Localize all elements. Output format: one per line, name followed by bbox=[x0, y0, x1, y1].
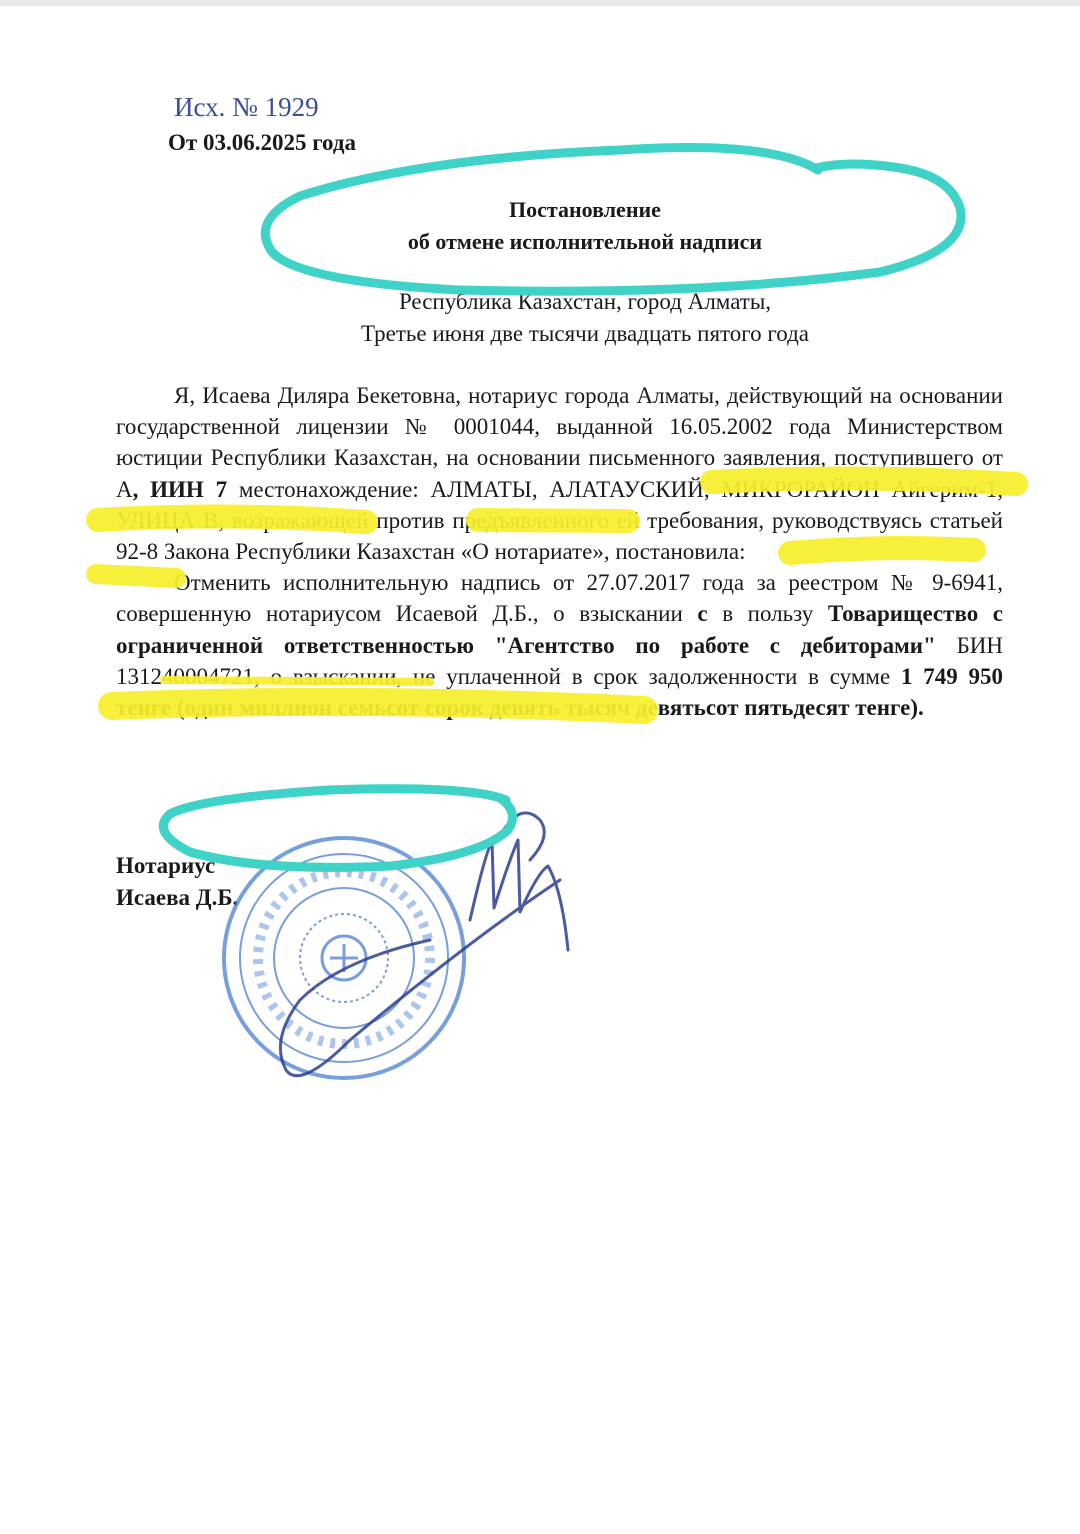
p1-rest: , возражающей против предъявленного ей требования, руководствуясь статьей 92-8 Закона Республики Казахстан «О нотариате», постановила: bbox=[116, 507, 1003, 565]
p1-iin-label: , ИИН 7 bbox=[132, 476, 228, 502]
p1-redacted-name: А bbox=[116, 476, 133, 502]
p2-benefit: в пользу bbox=[707, 601, 828, 627]
signature-name: Исаева Д.Б. bbox=[116, 885, 239, 910]
p2-from: с bbox=[697, 601, 708, 627]
p2-amount: 1 749 950 тенге (один миллион семьсот сорок девять тысяч девятьсот пятьдесят тенге). bbox=[116, 663, 1004, 721]
title-line-2: об отмене исполнительной надписи bbox=[407, 229, 763, 254]
place-and-date bbox=[260, 286, 910, 350]
signature-block bbox=[116, 850, 238, 914]
signature-loop bbox=[280, 880, 560, 1076]
stamp-text-band bbox=[258, 872, 430, 1044]
document-title bbox=[300, 194, 870, 258]
paragraph-1 bbox=[116, 380, 1003, 567]
document-body bbox=[116, 380, 1003, 723]
signature-role: Нотариус bbox=[116, 853, 216, 878]
place-location: Республика Казахстан, город Алматы, bbox=[398, 289, 772, 314]
signature-stroke bbox=[470, 840, 568, 950]
place-date-words: Третье июня две тысячи двадцать пятого года bbox=[360, 321, 810, 346]
page-top-edge bbox=[0, 0, 1080, 6]
p2-creditor: Товарищество с ограниченной ответственностью "Агентство по работе с дебиторами" bbox=[116, 601, 1004, 658]
stamp-inner-ring bbox=[274, 888, 414, 1028]
paragraph-2 bbox=[116, 567, 1003, 723]
stamp-emblem-cross bbox=[330, 944, 358, 972]
p1-intro: Я, Исаева Диляра Бекетовна, нотариус города Алматы, действующий на основании государственной лицензии № 0001044, выданной 16.05.2002 года Министерством юстиции Республики Казахстан, на основании письменного заявления, поступившего от bbox=[116, 383, 1003, 471]
title-line-1: Постановление bbox=[509, 197, 661, 222]
notary-signature bbox=[280, 813, 568, 1076]
notary-stamp bbox=[224, 838, 464, 1078]
p2-bin: БИН 131240004721, о взыскании, не уплаченной в срок задолженности в сумме bbox=[116, 632, 1003, 689]
p1-location: местонахождение: АЛМАТЫ, АЛАТАУСКИЙ, МИКРОРАЙОН Айгерим-1, УЛИЦА В bbox=[116, 476, 1003, 533]
stamp-outer-ring bbox=[224, 838, 464, 1078]
p2-intro: Отменить исполнительную надпись от 27.07.2017 года за реестром № 9-6941, совершенную нотариусом Исаевой Д.Б., о взыскании bbox=[116, 570, 1003, 627]
document-date: От 03.06.2025 года bbox=[168, 130, 357, 155]
signature-flourish bbox=[500, 813, 544, 860]
stamp-emblem-ring bbox=[300, 914, 388, 1002]
outgoing-number: Исх. № 1929 bbox=[174, 92, 319, 122]
stamp-ring bbox=[240, 854, 448, 1062]
stamp-emblem bbox=[322, 936, 366, 980]
